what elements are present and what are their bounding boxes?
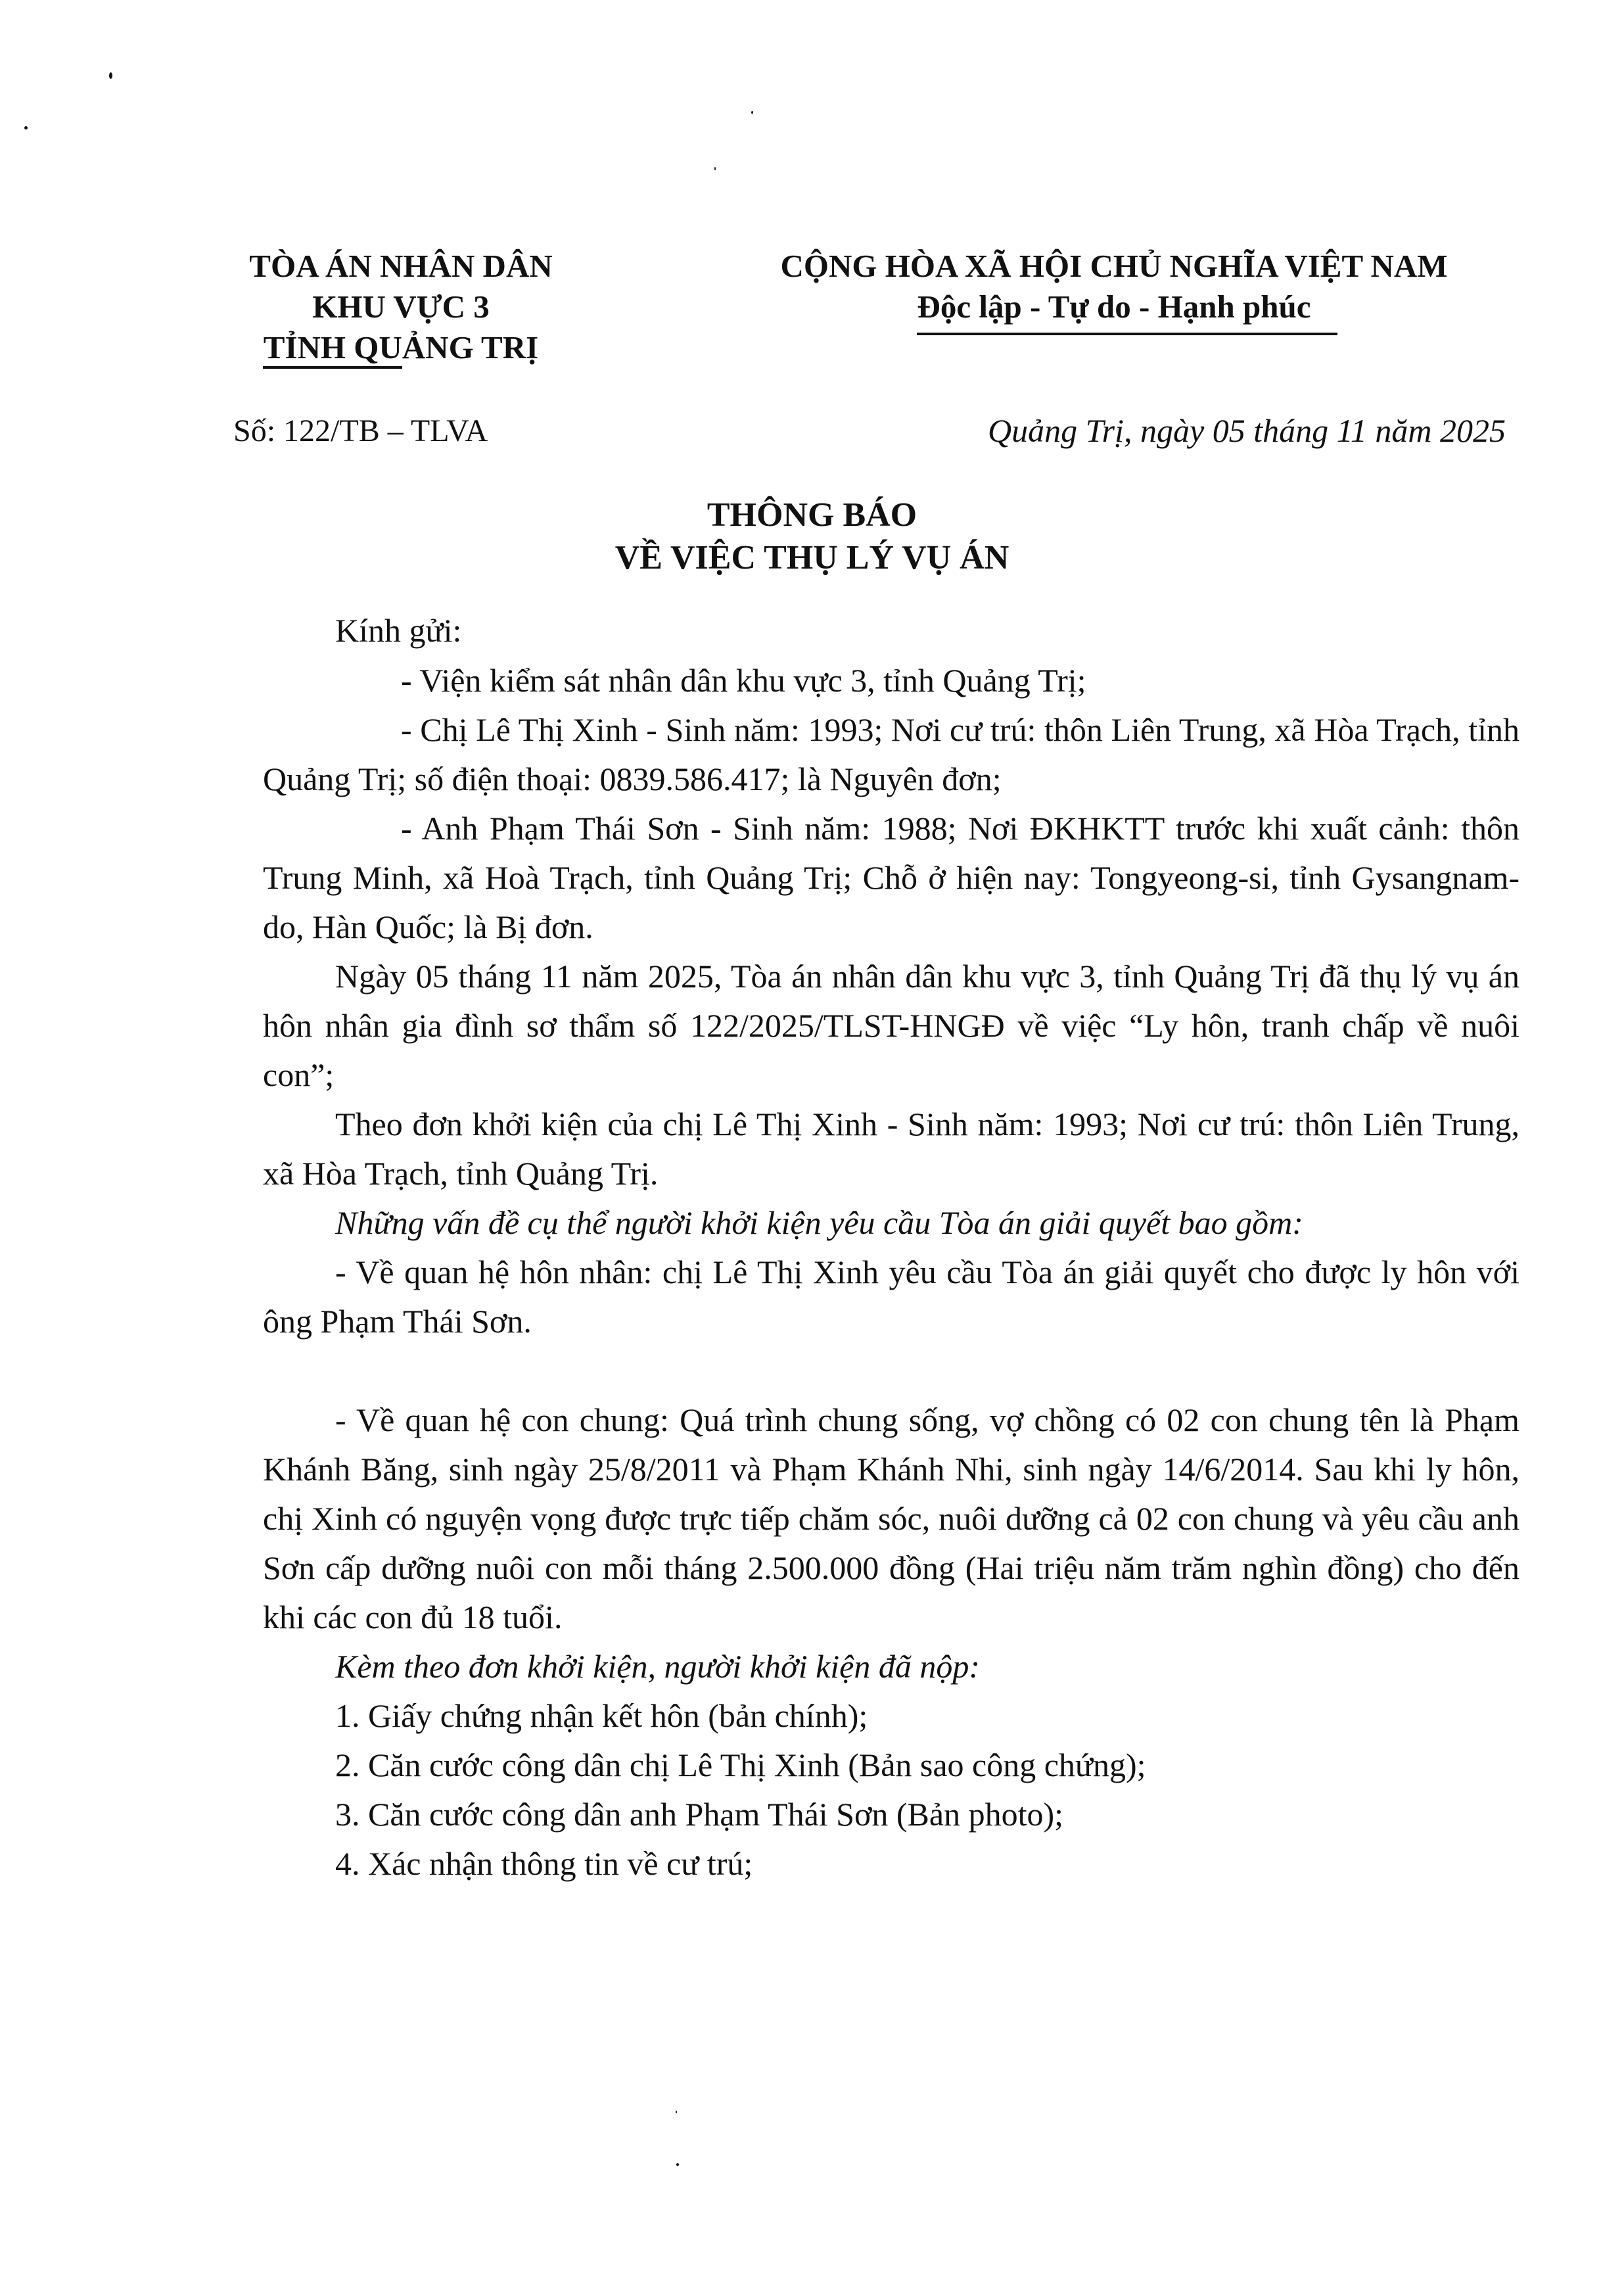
scan-speck xyxy=(751,111,753,114)
court-name-underline xyxy=(263,366,402,369)
recipient-defendant: - Anh Phạm Thái Sơn - Sinh năm: 1988; Nơi ĐKHKTT trước khi xuất cảnh: thôn Trung Minh, xã Hoà Trạch, tỉnh Quảng Trị; Chỗ ở hiện nay: Tongyeong-si, tỉnh Gysangnam-do, Hàn Quốc; là Bị đơn. xyxy=(263,810,1520,945)
salutation: Kính gửi: xyxy=(335,612,462,649)
attachment-item: 1. Giấy chứng nhận kết hôn (bản chính); xyxy=(335,1697,868,1734)
document-subtitle: VỀ VIỆC THỤ LÝ VỤ ÁN xyxy=(615,539,1009,576)
petition-paragraph: Theo đơn khởi kiện của chị Lê Thị Xinh - Sinh năm: 1993; Nơi cư trú: thôn Liên Trung, xã Hòa Trạch, tỉnh Quảng Trị. xyxy=(263,1106,1520,1192)
national-motto: Độc lập - Tự do - Hạnh phúc xyxy=(917,289,1311,325)
recipient-plaintiff: - Chị Lê Thị Xinh - Sinh năm: 1993; Nơi cư trú: thôn Liên Trung, xã Hòa Trạch, tỉnh Quảng Trị; số điện thoại: 0839.586.417; là Nguyên đơn; xyxy=(263,711,1520,797)
marriage-request: - Về quan hệ hôn nhân: chị Lê Thị Xinh yêu cầu Tòa án giải quyết cho được ly hôn với ông Phạm Thái Sơn. xyxy=(263,1254,1520,1340)
national-title: CỘNG HÒA XÃ HỘI CHỦ NGHĨA VIỆT NAM xyxy=(780,248,1448,284)
scan-speck xyxy=(676,2163,679,2166)
attachment-item: 4. Xác nhận thông tin về cư trú; xyxy=(335,1845,753,1882)
acceptance-paragraph: Ngày 05 tháng 11 năm 2025, Tòa án nhân dân khu vực 3, tỉnh Quảng Trị đã thụ lý vụ án hôn nhân gia đình sơ thẩm số 122/2025/TLST-HNGĐ về việc “Ly hôn, tranh chấp về nuôi con”; xyxy=(263,958,1520,1093)
attachment-item: 3. Căn cước công dân anh Phạm Thái Sơn (Bản photo); xyxy=(335,1796,1064,1833)
scan-speck xyxy=(24,126,28,129)
attachment-item: 2. Căn cước công dân chị Lê Thị Xinh (Bản sao công chứng); xyxy=(335,1747,1146,1783)
court-name-line1: TÒA ÁN NHÂN DÂN xyxy=(249,248,553,284)
recipient-procuracy: - Viện kiểm sát nhân dân khu vực 3, tỉnh Quảng Trị; xyxy=(401,662,1086,699)
national-motto-underline xyxy=(917,333,1337,335)
scan-speck xyxy=(109,72,112,79)
children-request: - Về quan hệ con chung: Quá trình chung sống, vợ chồng có 02 con chung tên là Phạm Khánh Băng, sinh ngày 25/8/2011 và Phạm Khánh Nhi, sinh ngày 14/6/2014. Sau khi ly hôn, chị Xinh có nguyện vọng được trực tiếp chăm sóc, nuôi dưỡng cả 02 con chung và yêu cầu anh Sơn cấp dưỡng nuôi con mỗi tháng 2.500.000 đồng (Hai triệu năm trăm nghìn đồng) cho đến khi các con đủ 18 tuổi. xyxy=(263,1401,1520,1635)
requests-heading: Những vấn đề cụ thể người khởi kiện yêu cầu Tòa án giải quyết bao gồm: xyxy=(335,1204,1303,1241)
attachments-heading: Kèm theo đơn khởi kiện, người khởi kiện đã nộp: xyxy=(335,1648,981,1685)
scan-speck xyxy=(676,2111,677,2113)
court-name-line2: KHU VỰC 3 xyxy=(312,289,490,325)
document-title: THÔNG BÁO xyxy=(707,496,917,534)
place-and-date: Quảng Trị, ngày 05 tháng 11 năm 2025 xyxy=(988,412,1506,449)
court-name-line3: TỈNH QUẢNG TRỊ xyxy=(263,329,539,365)
scan-speck xyxy=(714,167,716,170)
document-number: Số: 122/TB – TLVA xyxy=(233,413,488,448)
